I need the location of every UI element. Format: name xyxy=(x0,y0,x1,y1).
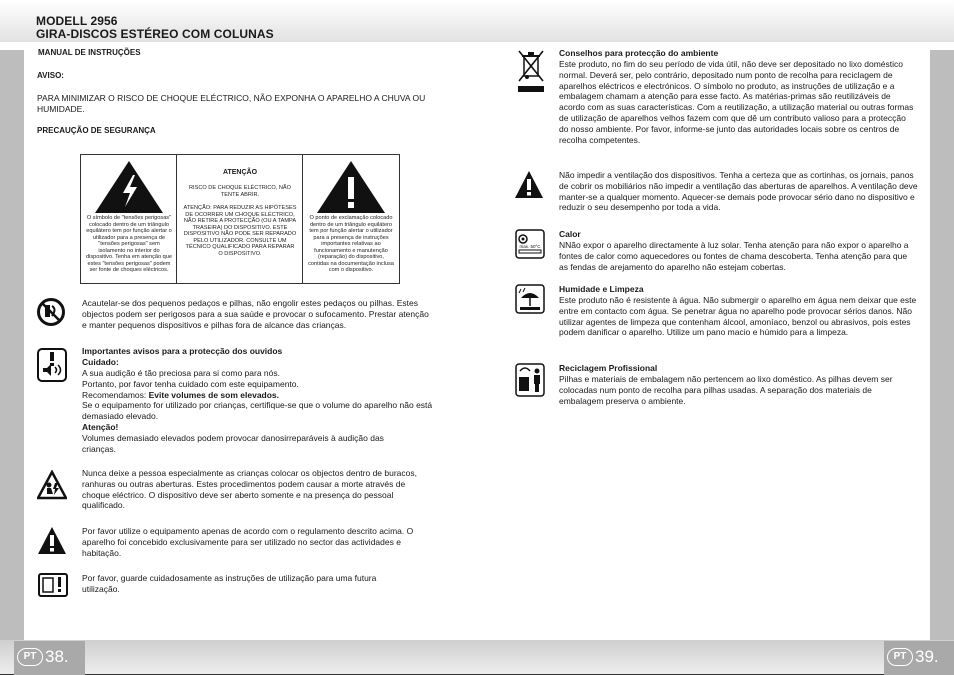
hearing-line3-emphasis: Evite volumes de som elevados. xyxy=(148,390,280,400)
small-parts-text: Acautelar-se dos pequenos pedaços e pilhas, não engolir estes pedaços ou pilhas. Estes objectos podem ser perigosos para a sua saúde e provocar o sufocamento. Prestar atenção e manter pequenos dispositivos e pilhas fora de alcance das crianças. xyxy=(82,298,429,330)
page-number-left xyxy=(14,641,85,675)
language-badge-left: PT xyxy=(17,648,43,666)
recycling-text: Pilhas e materiais de embalagem não pertencem ao lixo doméstico. As pilhas devem ser colocadas num ponto de recolha para pilhas usadas. A separação dos materiais de embalagem preserva o ambiente. xyxy=(559,374,893,406)
aviso-text: PARA MINIMIZAR O RISCO DE CHOQUE ELÉCTRICO, NÃO EXPONHA O APARELHO A CHUVA OU HUMIDADE. xyxy=(37,93,426,114)
environment-text: Este produto, no fim do seu período de vida útil, não deve ser depositado no lixo doméstico normal. Deverá ser, pelo contrário, depositado num ponto de recolha para reciclagem de aparelhos eléctricos e electrónicos. O símbolo no produto, as instruções de utilização e a embalagem chamam a atenção para esse facto. As matérias-primas são reutilizáveis de acordo com as suas características. Com a reutilização, a utilização material ou outras formas de utilização de aparelhos velhos fazem com que dê um contributo valioso para a protecção do nosso ambiente. Por favor, informe-se junto das autoridades locais sobre os centros de recolha competentes. xyxy=(559,59,914,145)
keep-instructions-text: Por favor, guarde cuidadosamente as instruções de utilização para uma futura utilização. xyxy=(82,573,377,594)
children-hazard-icon xyxy=(37,470,67,500)
usage-text: Por favor utilize o equipamento apenas de acordo com o regulamento descrito acima. O aparelho foi concebido exclusivamente para ser utilizado no sector das actividades e habitação. xyxy=(82,526,414,558)
humidity-text: Este produto não é resistente à água. Não submergir o aparelho em água nem deixar que este entre em contacto com água. Se penetrar água no aparelho pode provocar sérios danos. Não utilizar agentes de limpeza que contenham álcool, amoníaco, benzol ou abrasivos, pois estes podem danificar o aparelho. Utilize um pano macio e húmido para a limpeza. xyxy=(559,295,917,338)
warning-box-right xyxy=(303,155,399,283)
hearing-line2: Portanto, por favor tenha cuidado com este equipamento. xyxy=(82,379,299,389)
no-small-parts-icon xyxy=(37,296,65,328)
page-number-left-value: 38. xyxy=(45,647,69,666)
warning-box-left-text: O símbolo de "tensões perigosas" colocado dentro de um triângulo equilátero tem por função alertar o utilizador para a presença de "tensões perigosas" sem isolamento no interior do dispositivo. Tenha em atenção que estes "tensões perigosas" podem ser fonte de choques eléctricos. xyxy=(85,215,173,273)
warning-box-center xyxy=(177,155,303,283)
children-text: Nunca deixe a pessoa especialmente as crianças colocar os objectos dentro de buracos, ranhuras ou outras aberturas. Estes procedimentos podem causar a morte através de choque eléctrico. O dispositivo deve ser aberto somente e na presença do pessoal qualificado. xyxy=(82,468,417,511)
warning-box-right-text: O ponto de exclamação colocado dentro de um triângulo equilátero tem por função alertar o utilizador para a presença de instruções importantes relativas ao funcionamento e manutenção (reparação) do dispositivo, contidas na documentação inclusa com o dispositivo. xyxy=(308,215,394,273)
product-title: GIRA-DISCOS ESTÉREO COM COLUNAS xyxy=(36,27,274,41)
hearing-warning-icon xyxy=(37,348,67,382)
usage-warning-icon xyxy=(37,526,67,556)
hearing-line3-prefix: Recomendamos: xyxy=(82,390,149,400)
lightning-triangle-icon xyxy=(93,159,165,215)
recycling-title: Reciclagem Profissional xyxy=(559,363,658,373)
safety-label: PRECAUÇÃO DE SEGURANÇA xyxy=(37,126,156,135)
heat-title: Calor xyxy=(559,229,581,239)
recycling-icon xyxy=(515,363,545,397)
environment-title: Conselhos para protecção do ambiente xyxy=(559,48,719,58)
ventilation-text: Não impedir a ventilação dos dispositivos. Tenha a certeza que as cortinhas, os jornais, panos de cobrir os mobiliários não impedir a ventilação das aberturas de aparelhos. A ventilação deve manter-se a qualquer momento. Aquecer-se demais pode provocar sério dano no dispositivo e reduzir o seu desempenho por toda a vida. xyxy=(559,170,918,213)
page-number-right xyxy=(884,641,954,675)
exclamation-triangle-icon xyxy=(315,159,387,215)
warning-box-left xyxy=(81,155,177,283)
warning-box-line1: RISCO DE CHOQUE ELÉCTRICO, NÃO TENTE ABRIR. xyxy=(189,185,291,198)
right-margin-bar xyxy=(930,50,954,640)
page-number-right-value: 39. xyxy=(915,647,939,666)
warning-box-title: ATENÇÃO xyxy=(222,169,258,176)
weee-bin-icon xyxy=(516,48,546,94)
manual-book-icon xyxy=(38,573,68,597)
left-margin-bar xyxy=(0,50,24,640)
ventilation-warning-icon xyxy=(514,170,544,200)
humidity-title: Humidade e Limpeza xyxy=(559,284,644,294)
hearing-cuidado: Cuidado: xyxy=(82,357,119,367)
hearing-title: Importantes avisos para a protecção dos ouvidos xyxy=(82,346,283,356)
heat-icon xyxy=(515,229,545,259)
warning-box-line2: ATENÇÃO: PARA REDUZIR AS HIPÓTESES DE OCORRER UM CHOQUE ELÉCTRICO, NÃO RETIRE A PROTECÇÃO (OU A TAMPA TRASEIRA) DO DISPOSITIVO. ESTE DISPOSITIVO NÃO PODE SER REPARADO PELO UTILIZADOR. CONSULTE UM TÉCNICO QUALIFICADO PARA REPARAR O DISPOSITIVO. xyxy=(183,205,297,257)
warning-box xyxy=(80,154,400,284)
humidity-icon xyxy=(515,284,545,314)
model-title: MODELL 2956 xyxy=(36,14,118,28)
aviso-label: AVISO: xyxy=(37,71,64,80)
hearing-line1: A sua audição é tão preciosa para si como para nós. xyxy=(82,368,280,378)
manual-label: MANUAL DE INSTRUÇÕES xyxy=(38,48,141,57)
hearing-line4: Se o equipamento for utilizado por crianças, certifique-se que o volume do aparelho não está demasiado elevado. xyxy=(82,400,433,421)
language-badge-right: PT xyxy=(887,648,913,666)
heat-icon-label: max. 50°C xyxy=(519,244,541,249)
footer-band xyxy=(0,640,954,674)
hearing-line5: Volumes demasiado elevados podem provocar danosirreparáveis à audição das crianças. xyxy=(82,433,384,454)
hearing-atencao: Atenção! xyxy=(82,422,119,432)
heat-text: NNão expor o aparelho directamente à luz solar. Tenha atenção para não expor o aparelho a fontes de calor como aquecedores ou fontes de chama descoberta. Tenha atenção para que as fendas de arejamento do aparelho não estejam cobertas. xyxy=(559,240,909,272)
